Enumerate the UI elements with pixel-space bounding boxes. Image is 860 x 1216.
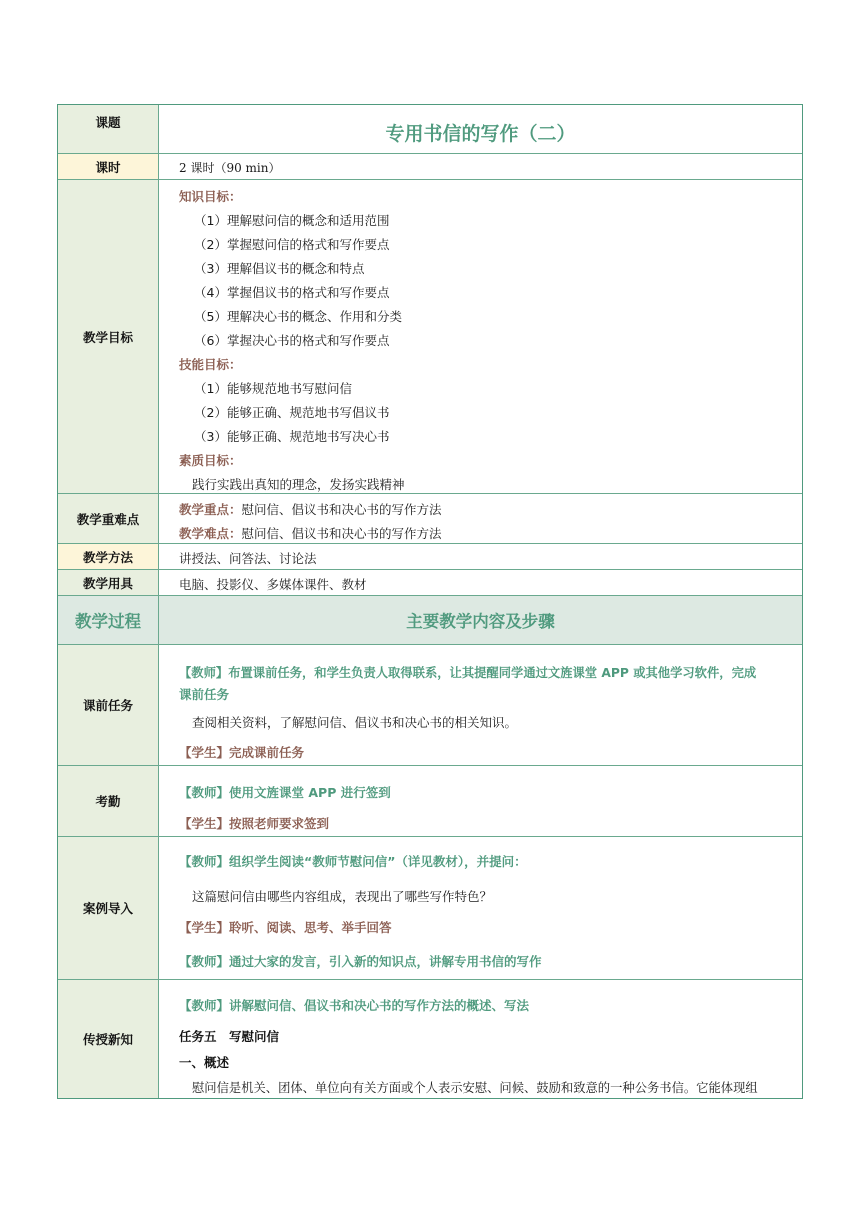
page-title: 专用书信的写作（二） <box>385 123 576 145</box>
tools-label: 教学用具 <box>58 570 159 595</box>
skill-heading: 技能目标： <box>179 357 242 372</box>
focus-line <box>179 500 442 518</box>
row-objectives <box>58 180 802 494</box>
pre-class-student: 【学生】完成课前任务 <box>179 745 305 760</box>
difficulty-line <box>179 524 442 542</box>
case-intro-question: 这篇慰问信由哪些内容组成，表现出了哪些写作特色？ <box>192 889 493 904</box>
difficulty-text: 慰问信、倡议书和决心书的写作方法 <box>241 526 442 541</box>
knowledge-item: （3）理解倡议书的概念和特点 <box>194 261 365 276</box>
task-heading: 任务五 写慰问信 <box>179 1029 280 1044</box>
knowledge-item: （1）理解慰问信的概念和适用范围 <box>194 213 390 228</box>
methods-value: 讲授法、问答法、讨论法 <box>179 551 317 566</box>
tools-value: 电脑、投影仪、多媒体课件、教材 <box>179 577 367 592</box>
topic-cell <box>159 105 802 153</box>
skill-item: （1）能够规范地书写慰问信 <box>194 381 352 396</box>
row-attendance <box>58 766 802 837</box>
case-intro-label: 案例导入 <box>58 837 159 979</box>
skill-item: （3）能够正确、规范地书写决心书 <box>194 429 390 444</box>
methods-label: 教学方法 <box>58 544 159 569</box>
focus-text: 慰问信、倡议书和决心书的写作方法 <box>241 502 442 517</box>
pre-class-teacher-cont: 课前任务 <box>179 687 230 702</box>
topic-label: 课题 <box>58 105 159 153</box>
pre-class-body: 查阅相关资料，了解慰问信、倡议书和决心书的相关知识。 <box>192 715 518 730</box>
knowledge-item: （5）理解决心书的概念、作用和分类 <box>194 309 402 324</box>
hours-label: 课时 <box>58 154 159 179</box>
section-heading: 一、概述 <box>179 1055 230 1070</box>
case-intro-teacher: 【教师】组织学生阅读“教师节慰问信”（详见教材），并提问： <box>179 854 527 869</box>
row-pre-class <box>58 645 802 766</box>
row-topic <box>58 105 802 154</box>
row-methods <box>58 544 802 570</box>
case-intro-teacher-2: 【教师】通过大家的发言，引入新的知识点，讲解专用书信的写作 <box>179 954 542 969</box>
new-knowledge-teacher: 【教师】讲解慰问信、倡议书和决心书的写作方法的概述、写法 <box>179 998 530 1013</box>
new-knowledge-label: 传授新知 <box>58 980 159 1098</box>
lesson-plan-table <box>57 104 803 1099</box>
skill-item: （2）能够正确、规范地书写倡议书 <box>194 405 390 420</box>
knowledge-heading: 知识目标： <box>179 189 242 204</box>
key-points-label: 教学重难点 <box>58 494 159 543</box>
difficulty-label: 教学难点： <box>179 526 242 541</box>
focus-label: 教学重点： <box>179 502 242 517</box>
attendance-teacher: 【教师】使用文旌课堂 APP 进行签到 <box>179 785 391 800</box>
knowledge-item: （2）掌握慰问信的格式和写作要点 <box>194 237 390 252</box>
row-tools <box>58 570 802 596</box>
knowledge-item: （4）掌握倡议书的格式和写作要点 <box>194 285 390 300</box>
hours-value: 2 课时（90 min） <box>179 161 281 175</box>
pre-class-label: 课前任务 <box>58 645 159 765</box>
row-new-knowledge <box>58 980 802 1098</box>
pre-class-teacher: 【教师】布置课前任务，和学生负责人取得联系，让其提醒同学通过文旌课堂 APP 或其他学习软件，完成 <box>179 666 757 680</box>
case-intro-student: 【学生】聆听、阅读、思考、举手回答 <box>179 920 392 935</box>
section-body: 慰问信是机关、团体、单位向有关方面或个人表示安慰、问候、鼓励和致意的一种公务书信。它能体现组 <box>192 1081 758 1095</box>
row-process-header <box>58 596 802 645</box>
attendance-label: 考勤 <box>58 766 159 836</box>
quality-item: 践行实践出真知的理念，发扬实践精神 <box>192 477 405 492</box>
knowledge-item: （6）掌握决心书的格式和写作要点 <box>194 333 390 348</box>
attendance-student: 【学生】按照老师要求签到 <box>179 816 330 831</box>
process-header-left: 教学过程 <box>58 596 159 644</box>
row-key-points <box>58 494 802 544</box>
process-header-right: 主要教学内容及步骤 <box>406 612 555 631</box>
quality-heading: 素质目标： <box>179 453 242 468</box>
objectives-label: 教学目标 <box>58 180 159 493</box>
row-hours <box>58 154 802 180</box>
row-case-intro <box>58 837 802 980</box>
